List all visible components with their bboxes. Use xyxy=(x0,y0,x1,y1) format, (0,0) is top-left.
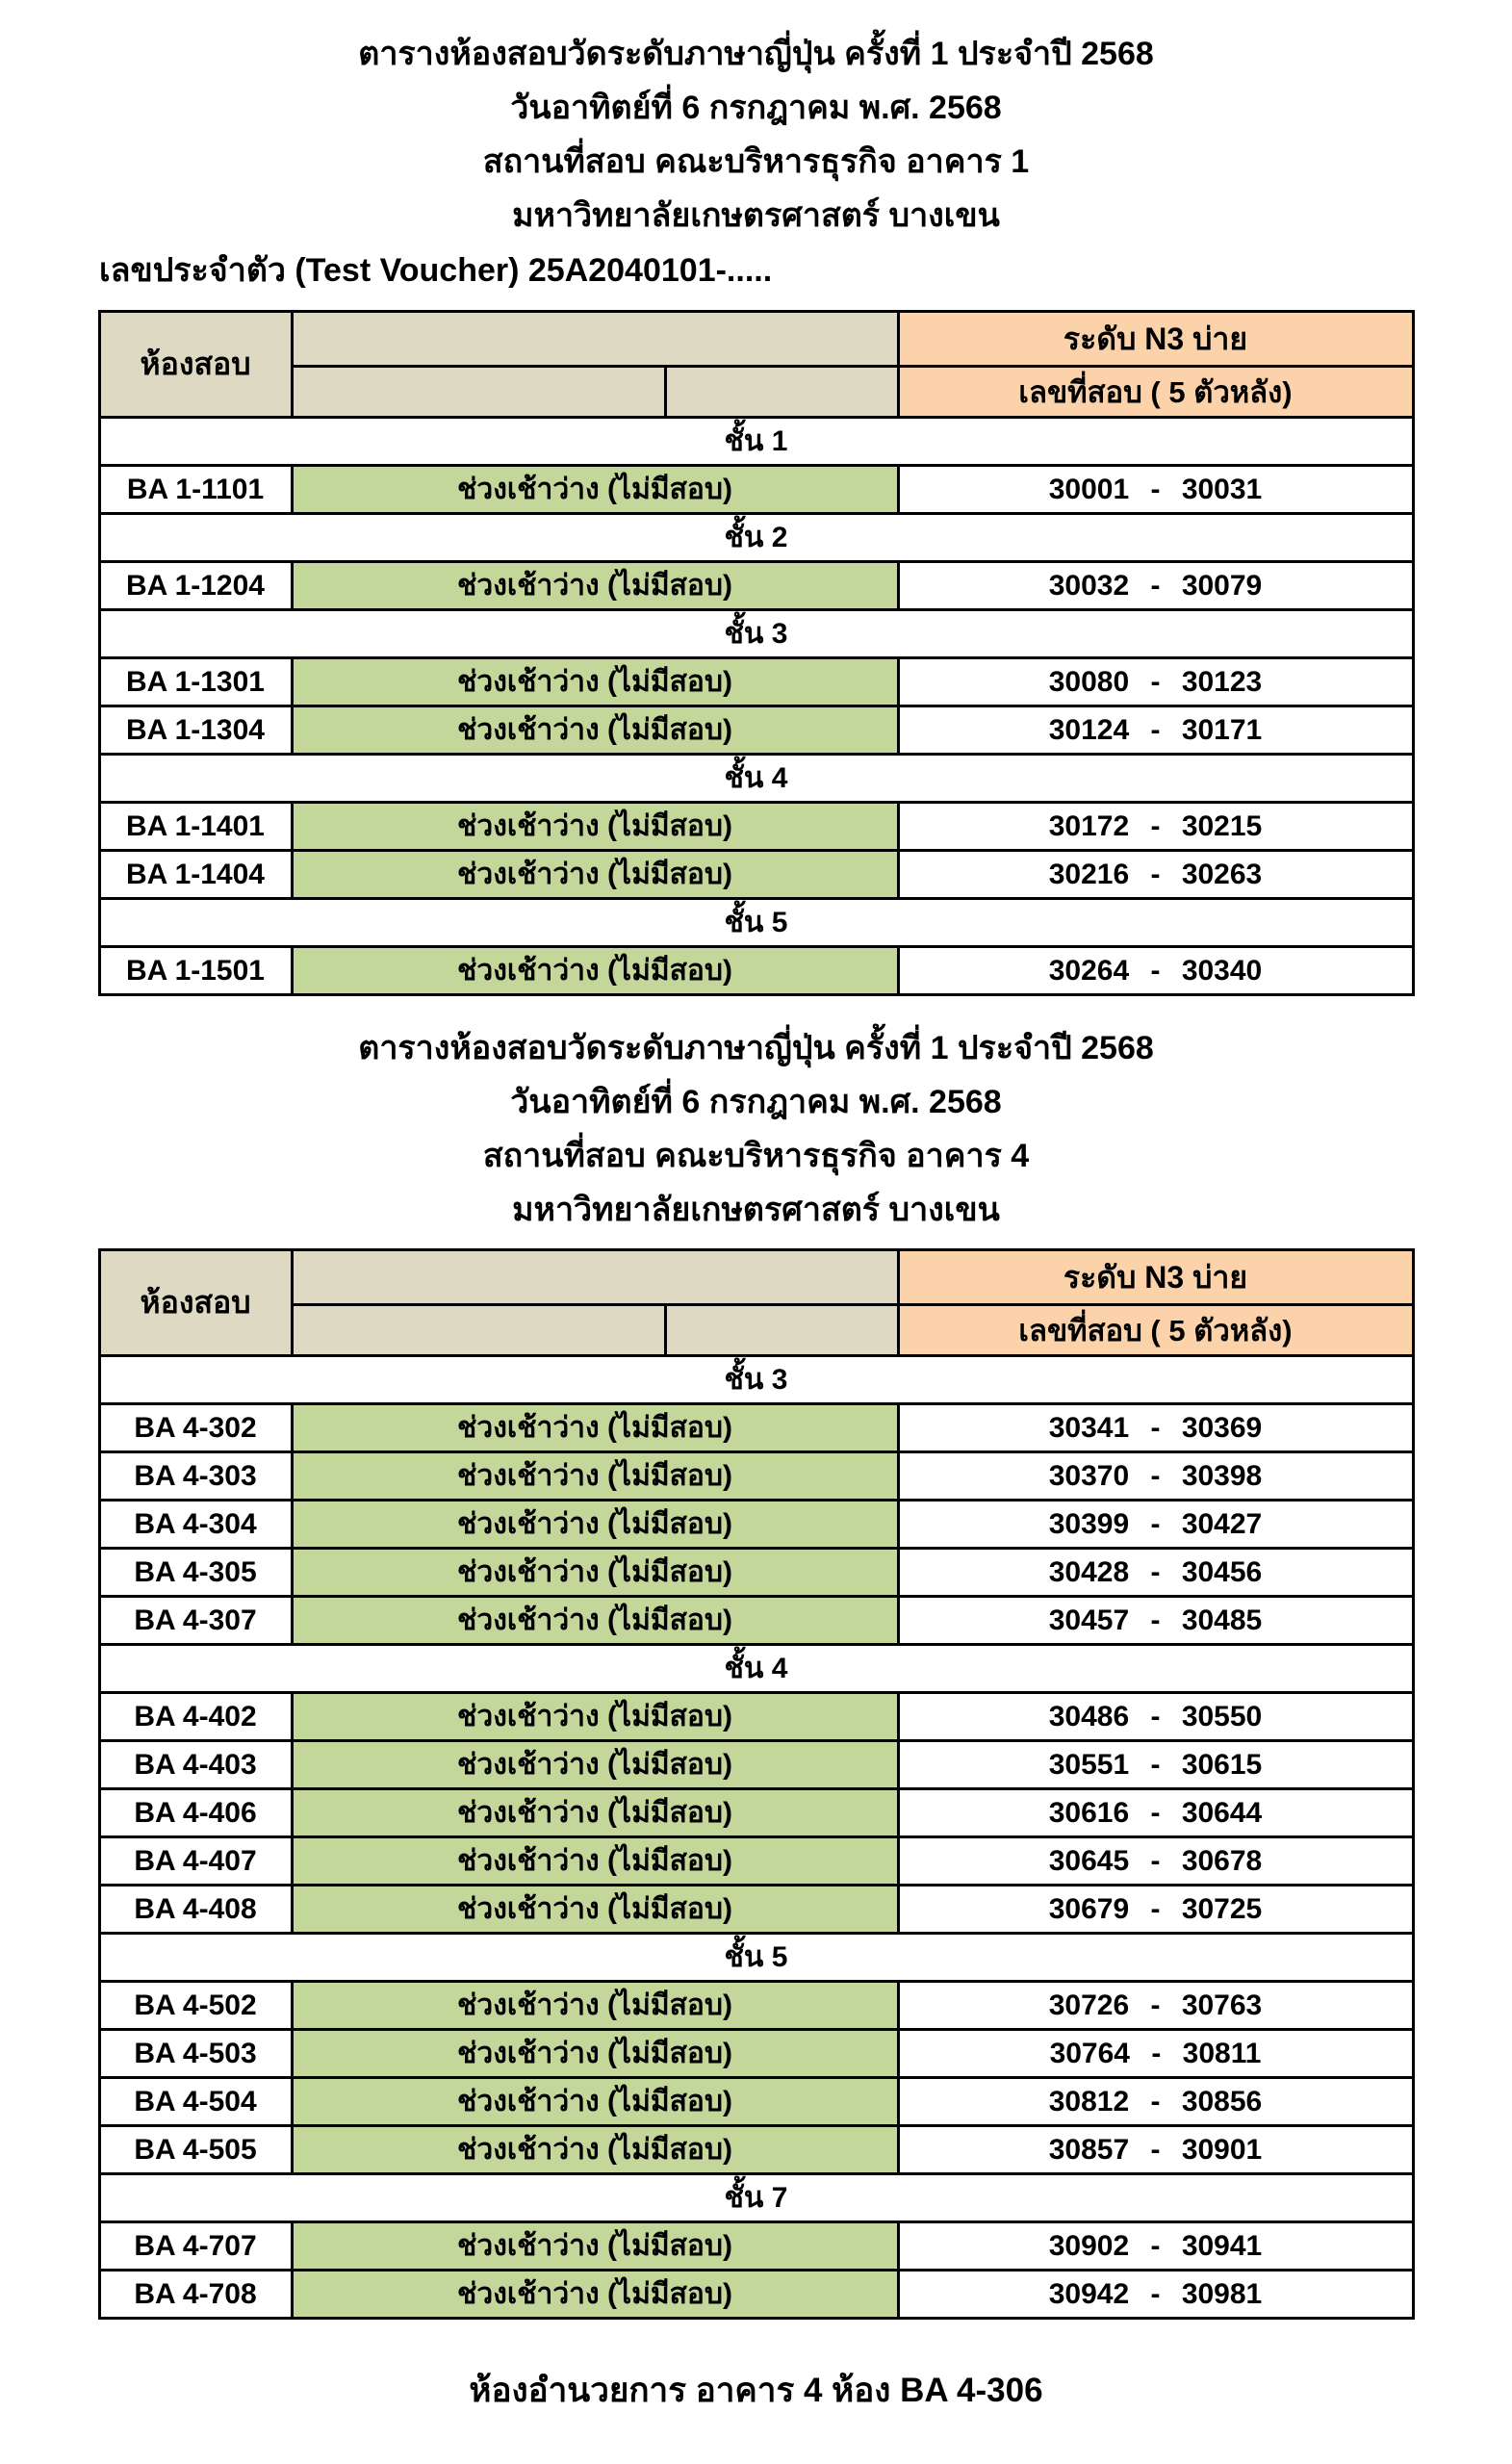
time-slot-cell: ช่วงเช้าว่าง (ไม่มีสอบ) xyxy=(292,851,898,899)
document-title: ตารางห้องสอบวัดระดับภาษาญี่ปุ่น ครั้งที่ 1 ประจำปี 2568 xyxy=(358,1030,1154,1066)
floor-header: ชั้น 5 xyxy=(99,899,1413,947)
floor-header: ชั้น 2 xyxy=(99,514,1413,562)
floor-separator-row xyxy=(99,610,1413,658)
exam-room-row xyxy=(99,1404,1413,1452)
seat-range-cell: 30857 - 30901 xyxy=(898,2126,1413,2174)
header-empty-cell xyxy=(292,1250,898,1305)
floor-separator-row xyxy=(99,1934,1413,1982)
admin-room-note: ห้องอำนวยการ อาคาร 4 ห้อง BA 4-306 xyxy=(469,2372,1043,2409)
room-number-cell: BA 4-503 xyxy=(99,2030,292,2078)
time-slot-cell: ช่วงเช้าว่าง (ไม่มีสอบ) xyxy=(292,1837,898,1886)
floor-header: ชั้น 3 xyxy=(99,610,1413,658)
time-slot-cell: ช่วงเช้าว่าง (ไม่มีสอบ) xyxy=(292,947,898,995)
time-slot-cell: ช่วงเช้าว่าง (ไม่มีสอบ) xyxy=(292,2030,898,2078)
header-empty-cell xyxy=(292,312,898,367)
seat-range-cell: 30001 - 30031 xyxy=(898,466,1413,514)
exam-room-row xyxy=(99,1741,1413,1789)
time-slot-cell: ช่วงเช้าว่าง (ไม่มีสอบ) xyxy=(292,1982,898,2030)
seat-range-cell: 30551 - 30615 xyxy=(898,1741,1413,1789)
room-number-cell: BA 4-504 xyxy=(99,2078,292,2126)
exam-date-line: วันอาทิตย์ที่ 6 กรกฎาคม พ.ศ. 2568 xyxy=(510,90,1002,126)
seat-range-cell: 30679 - 30725 xyxy=(898,1886,1413,1934)
time-slot-cell: ช่วงเช้าว่าง (ไม่มีสอบ) xyxy=(292,803,898,851)
exam-room-row xyxy=(99,1693,1413,1741)
time-slot-cell: ช่วงเช้าว่าง (ไม่มีสอบ) xyxy=(292,2222,898,2271)
room-number-cell: BA 4-708 xyxy=(99,2271,292,2319)
seat-range-cell: 30341 - 30369 xyxy=(898,1404,1413,1452)
room-number-cell: BA 4-303 xyxy=(99,1452,292,1501)
seat-range-cell: 30428 - 30456 xyxy=(898,1549,1413,1597)
room-number-cell: BA 4-408 xyxy=(99,1886,292,1934)
room-number-cell: BA 1-1101 xyxy=(99,466,292,514)
document-title: ตารางห้องสอบวัดระดับภาษาญี่ปุ่น ครั้งที่ 1 ประจำปี 2568 xyxy=(358,36,1154,72)
floor-header: ชั้น 4 xyxy=(99,755,1413,803)
floor-separator-row xyxy=(99,899,1413,947)
university-line: มหาวิทยาลัยเกษตรศาสตร์ บางเขน xyxy=(512,197,1000,234)
time-slot-cell: ช่วงเช้าว่าง (ไม่มีสอบ) xyxy=(292,1549,898,1597)
exam-room-row xyxy=(99,706,1413,755)
time-slot-cell: ช่วงเช้าว่าง (ไม่มีสอบ) xyxy=(292,466,898,514)
room-number-cell: BA 4-302 xyxy=(99,1404,292,1452)
header-empty-subcell-right xyxy=(665,1305,898,1356)
exam-date-line: วันอาทิตย์ที่ 6 กรกฎาคม พ.ศ. 2568 xyxy=(510,1084,1002,1120)
voucher-number-line: เลขประจำตัว (Test Voucher) 25A2040101-..... xyxy=(99,252,773,289)
building1-section xyxy=(0,27,1512,996)
room-column-header: ห้องสอบ xyxy=(99,1250,292,1356)
header-empty-subcell-right xyxy=(665,367,898,418)
floor-header: ชั้น 4 xyxy=(99,1645,1413,1693)
seat-range-cell: 30080 - 30123 xyxy=(898,658,1413,706)
time-slot-cell: ช่วงเช้าว่าง (ไม่มีสอบ) xyxy=(292,2078,898,2126)
exam-room-table-building4 xyxy=(98,1248,1415,2320)
exam-room-row xyxy=(99,466,1413,514)
time-slot-cell: ช่วงเช้าว่าง (ไม่มีสอบ) xyxy=(292,1597,898,1645)
room-number-cell: BA 1-1401 xyxy=(99,803,292,851)
seat-range-cell: 30902 - 30941 xyxy=(898,2222,1413,2271)
time-slot-cell: ช่วงเช้าว่าง (ไม่มีสอบ) xyxy=(292,1452,898,1501)
room-number-cell: BA 4-707 xyxy=(99,2222,292,2271)
exam-room-row xyxy=(99,2271,1413,2319)
level-session-header: ระดับ N3 บ่าย xyxy=(898,1250,1413,1305)
seat-range-cell: 30370 - 30398 xyxy=(898,1452,1413,1501)
seat-number-header: เลขที่สอบ ( 5 ตัวหลัง) xyxy=(898,367,1413,418)
exam-room-row xyxy=(99,2126,1413,2174)
time-slot-cell: ช่วงเช้าว่าง (ไม่มีสอบ) xyxy=(292,1789,898,1837)
seat-range-cell: 30264 - 30340 xyxy=(898,947,1413,995)
floor-header: ชั้น 1 xyxy=(99,418,1413,466)
floor-header: ชั้น 7 xyxy=(99,2174,1413,2222)
floor-header: ชั้น 5 xyxy=(99,1934,1413,1982)
exam-room-row xyxy=(99,2030,1413,2078)
room-number-cell: BA 1-1301 xyxy=(99,658,292,706)
floor-separator-row xyxy=(99,418,1413,466)
floor-separator-row xyxy=(99,755,1413,803)
time-slot-cell: ช่วงเช้าว่าง (ไม่มีสอบ) xyxy=(292,1886,898,1934)
exam-venue-line: สถานที่สอบ คณะบริหารธุรกิจ อาคาร 4 xyxy=(482,1138,1030,1174)
exam-room-row xyxy=(99,1501,1413,1549)
building4-section xyxy=(0,1021,1512,2320)
time-slot-cell: ช่วงเช้าว่าง (ไม่มีสอบ) xyxy=(292,2126,898,2174)
exam-room-table-building1 xyxy=(98,310,1415,996)
exam-room-row xyxy=(99,2222,1413,2271)
seat-range-cell: 30942 - 30981 xyxy=(898,2271,1413,2319)
exam-room-row xyxy=(99,1452,1413,1501)
floor-separator-row xyxy=(99,1645,1413,1693)
exam-room-row xyxy=(99,1597,1413,1645)
exam-room-row xyxy=(99,947,1413,995)
exam-room-row xyxy=(99,562,1413,610)
exam-room-row xyxy=(99,2078,1413,2126)
seat-range-cell: 30032 - 30079 xyxy=(898,562,1413,610)
exam-room-row xyxy=(99,1789,1413,1837)
level-session-header: ระดับ N3 บ่าย xyxy=(898,312,1413,367)
seat-range-cell: 30726 - 30763 xyxy=(898,1982,1413,2030)
room-number-cell: BA 4-406 xyxy=(99,1789,292,1837)
header-empty-subcell-left xyxy=(292,367,665,418)
room-number-cell: BA 4-407 xyxy=(99,1837,292,1886)
floor-separator-row xyxy=(99,514,1413,562)
room-number-cell: BA 4-502 xyxy=(99,1982,292,2030)
exam-room-row xyxy=(99,803,1413,851)
exam-room-row xyxy=(99,1886,1413,1934)
time-slot-cell: ช่วงเช้าว่าง (ไม่มีสอบ) xyxy=(292,1501,898,1549)
floor-header: ชั้น 3 xyxy=(99,1356,1413,1404)
exam-room-row xyxy=(99,1549,1413,1597)
seat-range-cell: 30645 - 30678 xyxy=(898,1837,1413,1886)
room-number-cell: BA 4-505 xyxy=(99,2126,292,2174)
university-line: มหาวิทยาลัยเกษตรศาสตร์ บางเขน xyxy=(512,1192,1000,1228)
exam-room-row xyxy=(99,851,1413,899)
seat-range-cell: 30399 - 30427 xyxy=(898,1501,1413,1549)
seat-range-cell: 30216 - 30263 xyxy=(898,851,1413,899)
seat-range-cell: 30812 - 30856 xyxy=(898,2078,1413,2126)
exam-room-row xyxy=(99,1837,1413,1886)
time-slot-cell: ช่วงเช้าว่าง (ไม่มีสอบ) xyxy=(292,1741,898,1789)
time-slot-cell: ช่วงเช้าว่าง (ไม่มีสอบ) xyxy=(292,658,898,706)
room-column-header: ห้องสอบ xyxy=(99,312,292,418)
room-number-cell: BA 4-403 xyxy=(99,1741,292,1789)
room-number-cell: BA 1-1304 xyxy=(99,706,292,755)
seat-range-cell: 30486 - 30550 xyxy=(898,1693,1413,1741)
exam-room-row xyxy=(99,658,1413,706)
seat-range-cell: 30124 - 30171 xyxy=(898,706,1413,755)
seat-range-cell: 30764 - 30811 xyxy=(898,2030,1413,2078)
time-slot-cell: ช่วงเช้าว่าง (ไม่มีสอบ) xyxy=(292,1404,898,1452)
time-slot-cell: ช่วงเช้าว่าง (ไม่มีสอบ) xyxy=(292,2271,898,2319)
time-slot-cell: ช่วงเช้าว่าง (ไม่มีสอบ) xyxy=(292,562,898,610)
header-empty-subcell-left xyxy=(292,1305,665,1356)
time-slot-cell: ช่วงเช้าว่าง (ไม่มีสอบ) xyxy=(292,1693,898,1741)
room-number-cell: BA 4-307 xyxy=(99,1597,292,1645)
floor-separator-row xyxy=(99,2174,1413,2222)
seat-number-header: เลขที่สอบ ( 5 ตัวหลัง) xyxy=(898,1305,1413,1356)
exam-venue-line: สถานที่สอบ คณะบริหารธุรกิจ อาคาร 1 xyxy=(482,143,1030,180)
time-slot-cell: ช่วงเช้าว่าง (ไม่มีสอบ) xyxy=(292,706,898,755)
floor-separator-row xyxy=(99,1356,1413,1404)
room-number-cell: BA 4-305 xyxy=(99,1549,292,1597)
room-number-cell: BA 4-402 xyxy=(99,1693,292,1741)
room-number-cell: BA 1-1404 xyxy=(99,851,292,899)
seat-range-cell: 30457 - 30485 xyxy=(898,1597,1413,1645)
room-number-cell: BA 4-304 xyxy=(99,1501,292,1549)
room-number-cell: BA 1-1501 xyxy=(99,947,292,995)
exam-room-row xyxy=(99,1982,1413,2030)
seat-range-cell: 30172 - 30215 xyxy=(898,803,1413,851)
seat-range-cell: 30616 - 30644 xyxy=(898,1789,1413,1837)
room-number-cell: BA 1-1204 xyxy=(99,562,292,610)
